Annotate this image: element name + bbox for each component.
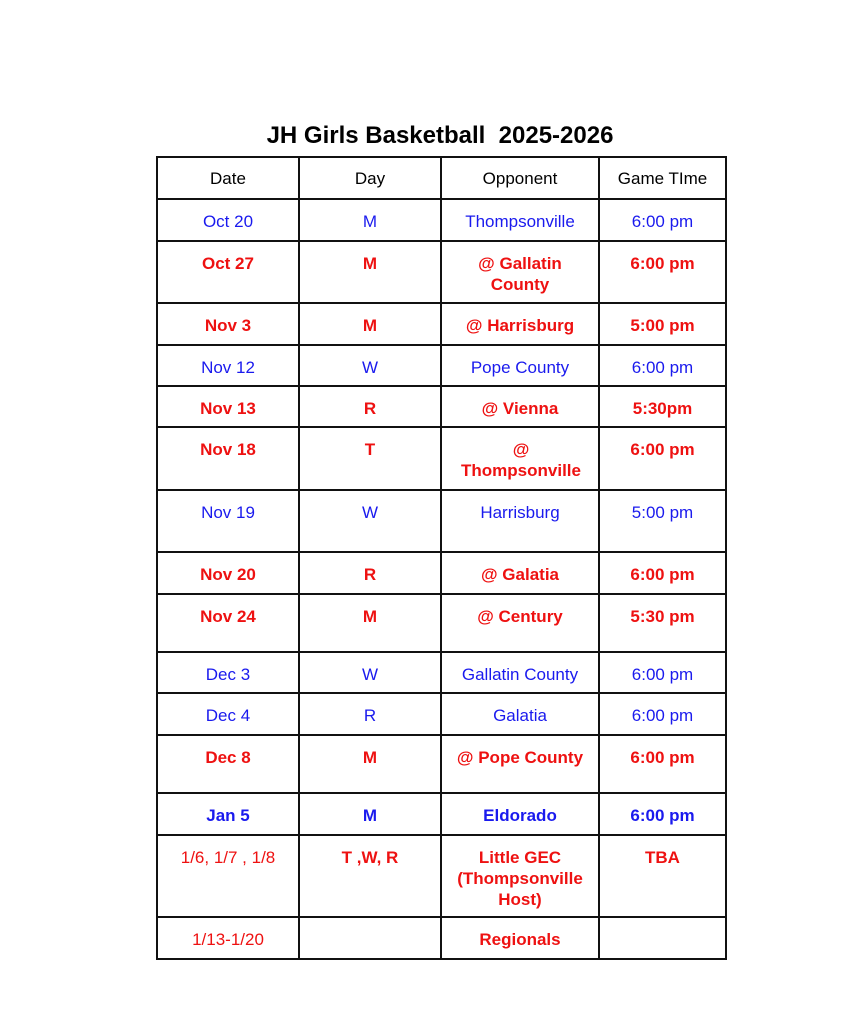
table-row	[157, 835, 726, 917]
column-header-opponent: Opponent	[441, 157, 599, 199]
game-date: Jan 5	[206, 806, 250, 825]
game-day: W	[361, 503, 379, 522]
game-time: TBA	[645, 848, 680, 867]
game-opponent: Gallatin County	[461, 665, 579, 684]
game-date: Nov 12	[201, 358, 255, 377]
game-time: 6:00 pm	[630, 254, 695, 273]
column-header-date: Date	[157, 157, 299, 199]
table-row	[157, 594, 726, 652]
table-row	[157, 552, 726, 594]
table-row	[157, 793, 726, 835]
game-day: W	[361, 665, 379, 684]
game-day: R	[363, 399, 377, 418]
schedule-table	[156, 156, 727, 960]
table-row	[157, 917, 726, 959]
game-time: 5:30pm	[632, 399, 693, 418]
game-date: Oct 20	[202, 212, 254, 231]
game-day: M	[362, 254, 378, 273]
table-row	[157, 241, 726, 303]
table-row	[157, 303, 726, 345]
table-row	[157, 386, 726, 427]
table-row	[157, 652, 726, 693]
table-header-row	[157, 157, 726, 199]
game-day: W	[361, 358, 379, 377]
game-opponent: Pope County	[470, 358, 570, 377]
game-day: M	[362, 316, 378, 335]
game-time: 5:00 pm	[630, 316, 695, 335]
game-time: 6:00 pm	[630, 565, 695, 584]
game-time: 6:00 pm	[630, 748, 695, 767]
game-opponent: @ Harrisburg	[465, 316, 575, 335]
game-date: 1/13-1/20	[192, 930, 264, 949]
game-time: 6:00 pm	[631, 665, 694, 684]
column-header-game-time: Game TIme	[599, 157, 726, 199]
game-opponent	[442, 428, 598, 481]
table-row	[157, 490, 726, 552]
game-day: M	[362, 748, 378, 767]
table-row	[157, 199, 726, 241]
game-time: 5:30 pm	[630, 607, 695, 626]
table-row	[157, 345, 726, 386]
game-date: Nov 24	[200, 607, 256, 626]
game-day: T	[364, 440, 376, 459]
table-row	[157, 735, 726, 793]
game-opponent: @ Gallatin County	[478, 254, 562, 294]
game-date: Nov 19	[201, 503, 255, 522]
game-day: M	[362, 212, 378, 231]
game-date: Dec 4	[205, 706, 251, 725]
game-time: 6:00 pm	[630, 440, 695, 459]
game-time: 6:00 pm	[631, 358, 694, 377]
game-opponent: @ Century	[477, 607, 563, 626]
game-opponent: Thompsonville	[465, 212, 575, 231]
game-date: Oct 27	[202, 254, 254, 273]
game-time: 6:00 pm	[631, 212, 694, 231]
game-opponent: Little GEC (Thompsonville Host)	[457, 848, 583, 909]
game-opponent: @ Pope County	[456, 748, 584, 767]
game-opponent: Galatia	[493, 706, 547, 725]
game-day	[300, 918, 440, 929]
game-date: 1/6, 1/7 , 1/8	[180, 848, 276, 867]
page-title: JH Girls Basketball 2025-2026	[266, 122, 614, 149]
game-time	[600, 918, 725, 929]
game-date: Dec 3	[205, 665, 251, 684]
game-opponent: @ Galatia	[481, 565, 559, 584]
game-time: 6:00 pm	[631, 706, 694, 725]
game-opponent: @ Vienna	[481, 399, 559, 418]
game-date: Dec 8	[205, 748, 251, 767]
game-day: R	[363, 706, 377, 725]
game-day: T ,W, R	[341, 848, 399, 867]
column-header-day: Day	[299, 157, 441, 199]
table-row	[157, 427, 726, 490]
game-opponent: Regionals	[479, 930, 561, 949]
game-time: 6:00 pm	[630, 806, 695, 825]
game-date: Nov 20	[200, 565, 256, 584]
game-opponent-text: @ Thompsonville	[461, 440, 581, 480]
game-opponent: Eldorado	[483, 806, 557, 825]
game-date: Nov 3	[204, 316, 252, 335]
game-date: Nov 18	[200, 440, 256, 459]
game-date: Nov 13	[200, 399, 256, 418]
game-time: 5:00 pm	[631, 503, 694, 522]
game-day: R	[363, 565, 377, 584]
table-row	[157, 693, 726, 735]
game-day: M	[362, 607, 378, 626]
game-opponent: Harrisburg	[480, 503, 560, 522]
game-day: M	[362, 806, 378, 825]
